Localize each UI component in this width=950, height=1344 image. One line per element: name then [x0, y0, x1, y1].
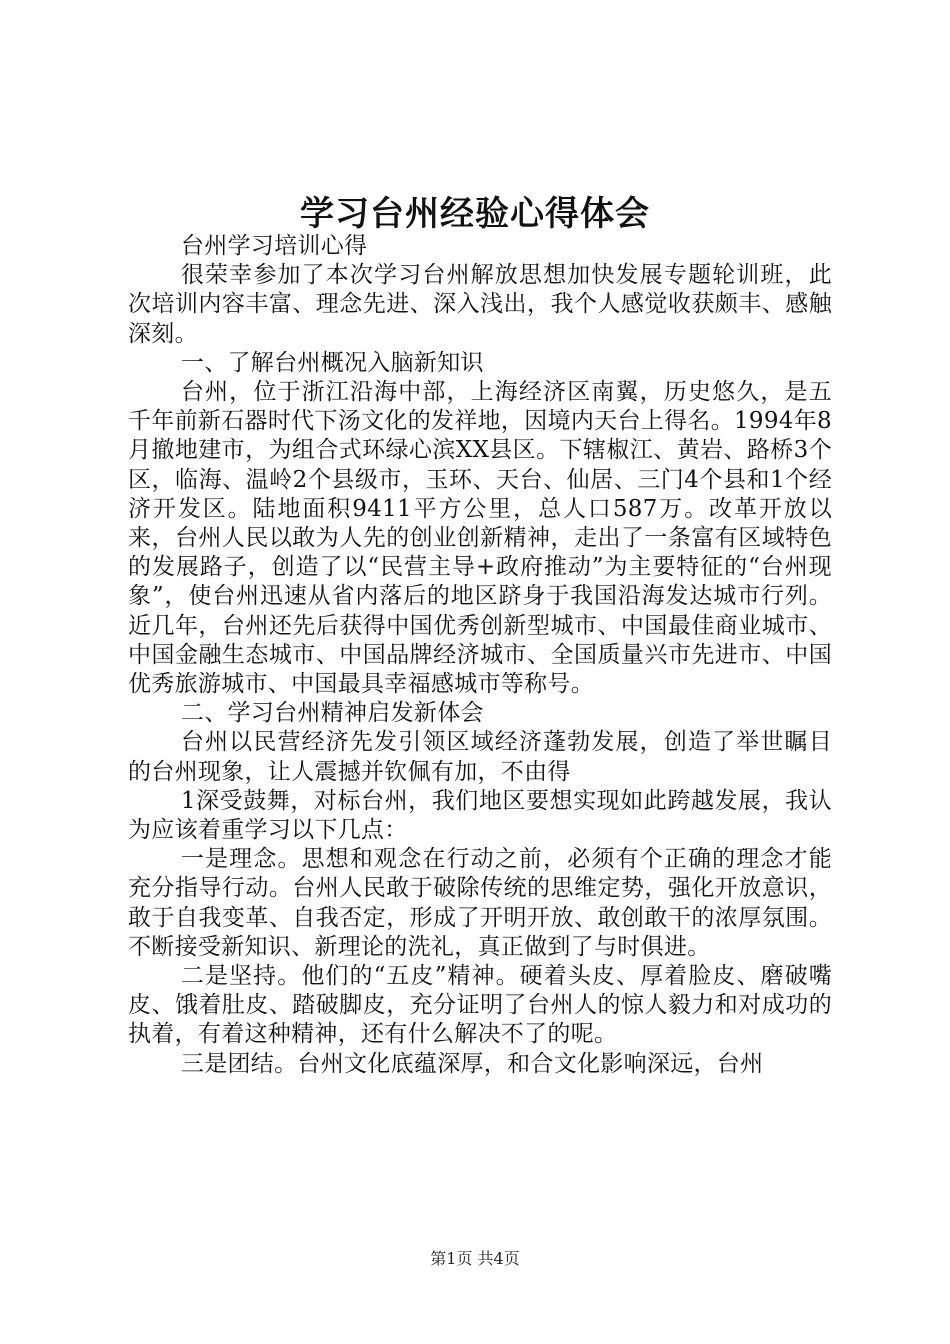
paragraph-learning: 1深受鼓舞，对标台州，我们地区要想实现如此跨越发展，我认为应该着重学习以下几点： [128, 787, 832, 844]
page-footer: 第1页 共4页 [430, 1249, 520, 1268]
paragraph-point-3: 三是团结。台州文化底蕴深厚，和合文化影响深远，台州 [180, 1050, 764, 1077]
paragraph-spirit: 台州以民营经济先发引领区域经济蓬勃发展，创造了举世瞩目的台州现象，让人震撼并钦佩有加，不由得 [128, 729, 832, 785]
paragraph-intro: 很荣幸参加了本次学习台州解放思想加快发展专题轮训班，此次培训内容丰富、理念先进、深入浅出，我个人感觉收获颇丰、感触深刻。 [128, 262, 832, 347]
paragraph-overview: 台州，位于浙江沿海中部，上海经济区南翼，历史悠久，是五千年前新石器时代下汤文化的发祥地，因境内天台上得名。1994年8月撤地建市，为组合式环绿心滨XX县区。下辖椒江、黄岩、路桥3个区，临海、温岭2个县级市，玉环、天台、仙居、三门4个县和1个经济开发区。陆地面积9411平方公里，总人口587万。改革开放以来，台州人民以敢为人先的创业创新精神，走出了一条富有区域特色的发展路子，创造了以“民营主导+政府推动”为主要特征的“台州现象”，使台州迅速从省内落后的地区跻身于我国沿海发达城市行列。近几年，台州还先后获得中国优秀创新型城市、中国最佳商业城市、中国金融生态城市、中国品牌经济城市、全国质量兴市先进市、中国优秀旅游城市、中国最具幸福感城市等称号。 [128, 379, 832, 698]
paragraph-point-1: 一是理念。思想和观念在行动之前，必须有个正确的理念才能充分指导行动。台州人民敢于破除传统的思维定势，强化开放意识，敢于自我变革、自我否定，形成了开明开放、敢创敢干的浓厚氛围。不断接受新知识、新理论的洗礼，真正做到了与时俱进。 [128, 846, 832, 960]
paragraph-point-2: 二是坚持。他们的“五皮”精神。硬着头皮、厚着脸皮、磨破嘴皮、饿着肚皮、踏破脚皮，充分证明了台州人的惊人毅力和对成功的执着，有着这种精神，还有什么解决不了的呢。 [128, 963, 832, 1048]
document-body [128, 232, 832, 1079]
document-title: 学习台州经验心得体会 [300, 194, 650, 234]
paragraph-subtitle: 台州学习培训心得 [180, 233, 368, 259]
section-heading-1: 一、了解台州概况入脑新知识 [180, 349, 484, 376]
section-heading-2: 二、学习台州精神启发新体会 [180, 700, 484, 727]
